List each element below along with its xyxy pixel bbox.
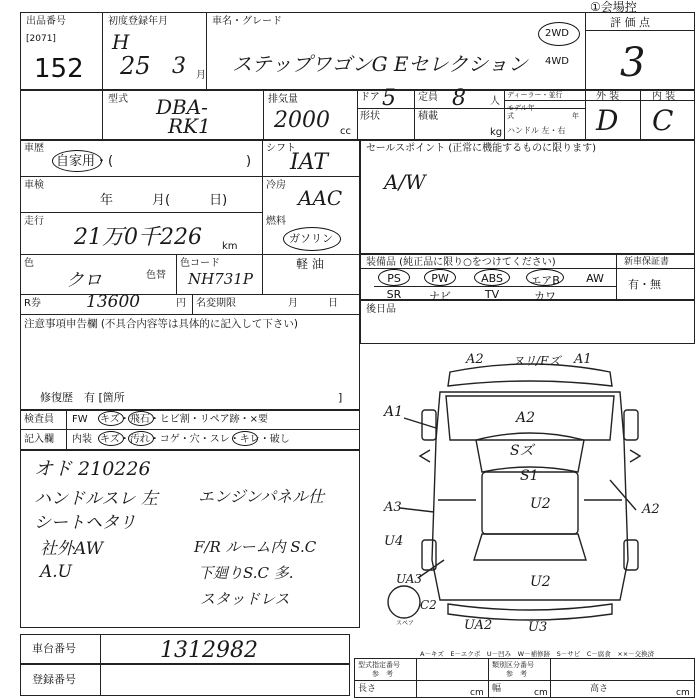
fuel-label: 燃料 <box>266 216 286 227</box>
note-right-3: 下廻りS.C 多. <box>198 564 294 582</box>
name-change-text: 月 日 <box>288 298 338 309</box>
color-label: 色 <box>24 258 34 269</box>
persons-unit: 人 <box>490 96 500 107</box>
note-line-5: A.U <box>40 562 73 582</box>
shift-label: シフト <box>266 143 296 154</box>
mark-rear-u3: U3 <box>528 620 548 635</box>
chassis-number: 1312982 <box>160 638 258 663</box>
mark-hood-a2: A2 <box>516 410 536 426</box>
km-unit: km <box>222 241 238 252</box>
length-label: 長さ <box>358 684 377 694</box>
length-unit: cm <box>470 688 484 698</box>
score-value: 3 <box>620 40 646 86</box>
car-name: ステップワゴンG Eセレクション <box>232 52 528 76</box>
fuel-diesel: 軽 油 <box>296 257 324 271</box>
mark-front-top: ヌリ/Fズ <box>512 354 561 368</box>
kg-unit: kg <box>490 127 503 138</box>
mark-rear-ua3: UA3 <box>396 572 423 586</box>
model-2: RK1 <box>168 114 211 138</box>
ac-label: 冷房 <box>266 180 286 191</box>
mileage: 21万0千226 <box>74 225 202 250</box>
sales-value: A/W <box>384 170 426 194</box>
mark-side-u4: U4 <box>384 534 404 549</box>
later-items-label: 後日品 <box>366 304 396 315</box>
color-code-label: 色コード <box>180 258 220 269</box>
drive-2wd: 2WD <box>545 28 569 39</box>
mark-roof-su: Sズ <box>510 443 534 459</box>
mark-hood-a1: A1 <box>384 404 404 420</box>
type-designation-label: 型式指定番号 <box>358 661 400 669</box>
drive-4wd: 4WD <box>545 56 569 67</box>
equipment-label: 装備品 (純正品に限り○をつけてください) <box>366 257 556 268</box>
name-grade-label: 車名・グレード <box>212 16 282 27</box>
mark-right-a2: A2 <box>642 502 660 517</box>
recycle: 13600 <box>86 292 141 312</box>
fw-label: FW <box>72 414 88 425</box>
entry-label: 記入欄 <box>24 434 54 445</box>
width-label: 幅 <box>492 684 502 694</box>
lot-number: 152 <box>34 54 84 84</box>
warranty-label: 新車保証書 <box>624 257 670 267</box>
note-right-1: エンジンパネル仕 <box>198 487 325 506</box>
sales-label: セールスポイント (正常に機能するものに限ります) <box>366 143 597 154</box>
inspector-label: 検査員 <box>24 414 54 425</box>
ac: AAC <box>298 186 343 210</box>
class-number-label: 類別区分番号 <box>492 661 534 669</box>
equip-sr: SR <box>386 288 402 301</box>
mark-side-u2: U2 <box>530 496 551 512</box>
note-line-3: シートヘタリ <box>34 513 136 533</box>
later-items-block <box>360 300 695 344</box>
damage-legend: A－キズ E－エクボ U－凹み W－補修跡 S－サビ C－腐食 ××－交換済 <box>420 650 655 658</box>
shaken-text: 年 月( 日) <box>100 193 228 208</box>
venue-copy-label: ①会場控 <box>590 0 637 14</box>
reg-year: 25 <box>120 52 151 80</box>
displacement-label: 排気量 <box>268 94 298 105</box>
exterior-grade: D <box>596 104 619 137</box>
equip-leather: カワ <box>534 290 556 303</box>
equip-pw: PW <box>431 272 449 285</box>
color-change-label: 色替 <box>146 270 166 281</box>
note-line-2: ハンドルスレ 左 <box>34 489 158 509</box>
equip-ps: PS <box>387 272 401 285</box>
note-right-4: スタッドレス <box>200 590 290 608</box>
interior-label: 内 装 <box>652 91 676 102</box>
reference-label-2: 参 考 <box>506 670 527 678</box>
recycle-label: R券 <box>24 298 41 309</box>
interior-defects: キズ・汚れ・コゲ・穴・スレ・キレ・破し <box>100 434 290 445</box>
equip-tv: TV <box>484 288 500 301</box>
doors: 5 <box>382 86 396 111</box>
capacity-label: 定員 <box>418 92 438 103</box>
interior-grade: C <box>652 104 674 137</box>
shaken-label: 車検 <box>24 180 44 191</box>
mark-roof-s1: S1 <box>520 468 539 484</box>
sales-block <box>360 140 695 254</box>
mark-rear-c2: C2 <box>420 598 437 612</box>
private-use-circle <box>52 150 102 172</box>
lot-no-label: 出品番号 <box>26 16 66 27</box>
inner-label: 内装 <box>72 434 92 445</box>
spare-label: スペア <box>396 620 415 627</box>
displacement: 2000 <box>274 108 330 133</box>
width-unit: cm <box>534 688 548 698</box>
notes-label: 注意事項申告欄 (不具合内容等は具体的に記入して下さい) <box>24 318 299 330</box>
mark-front-a2: A2 <box>466 352 484 367</box>
year-unit: 年 <box>572 112 579 120</box>
yen-unit: 円 <box>176 298 186 309</box>
note-line-4: 社外AW <box>40 539 104 559</box>
equip-airbag: エアB <box>530 274 560 287</box>
mark-side-a3: A3 <box>384 500 402 515</box>
note-right-2: F/R ルーム内 S.C <box>194 538 317 556</box>
height-label: 高さ <box>590 684 609 694</box>
equip-aw: AW <box>586 272 604 285</box>
chassis-label: 車台番号 <box>32 642 76 655</box>
equip-navi: ナビ <box>429 290 451 303</box>
score-label: 評 価 点 <box>610 16 650 29</box>
capacity: 8 <box>452 86 466 111</box>
dealer-label: ディーラー・並行 <box>507 91 563 99</box>
mileage-label: 走行 <box>24 216 44 227</box>
history-value: 自家用・( <box>56 154 114 169</box>
model-year-label: モデル年式 <box>507 104 535 120</box>
mark-rear-ua2: UA2 <box>464 618 493 633</box>
reference-label-1: 参 考 <box>372 670 393 678</box>
model-1: DBA- <box>156 95 208 119</box>
month-unit: 月 <box>196 70 206 81</box>
name-change-label: 名変期限 <box>196 298 236 309</box>
equip-abs: ABS <box>481 272 503 285</box>
fuel-gas: ガソリン <box>289 232 333 245</box>
cc-unit: cc <box>340 126 351 137</box>
registration-label: 登録番号 <box>32 673 76 686</box>
repair-label: 修復歴 有 [箇所 <box>40 391 125 404</box>
height-unit: cm <box>676 688 690 698</box>
model-label: 型式 <box>108 94 128 105</box>
load-label: 積載 <box>418 111 438 122</box>
history-label: 車歴 <box>24 143 44 154</box>
repair-close: ] <box>338 391 343 404</box>
color-code: NH731P <box>188 270 253 288</box>
shift: IAT <box>290 150 329 175</box>
reg-month: 3 <box>172 54 186 79</box>
exterior-label: 外 装 <box>596 91 620 102</box>
handle-label: ハンドル 左・右 <box>507 126 566 135</box>
history-close: ) <box>246 154 252 169</box>
note-line-1: オド 210226 <box>34 458 151 480</box>
exterior-defects: キズ・飛石・ヒビ割・リペア跡・×要 <box>100 414 268 425</box>
lot-code: [2071] <box>26 34 56 44</box>
mark-rear-u2: U2 <box>530 574 551 590</box>
doors-label: ドア <box>360 92 380 103</box>
warranty-value: 有・無 <box>628 278 661 291</box>
era: H <box>112 30 130 54</box>
first-reg-label: 初度登録年月 <box>108 16 168 27</box>
mark-front-a1: A1 <box>574 352 592 367</box>
color: クロ <box>66 270 102 291</box>
shape-label: 形状 <box>360 111 380 122</box>
